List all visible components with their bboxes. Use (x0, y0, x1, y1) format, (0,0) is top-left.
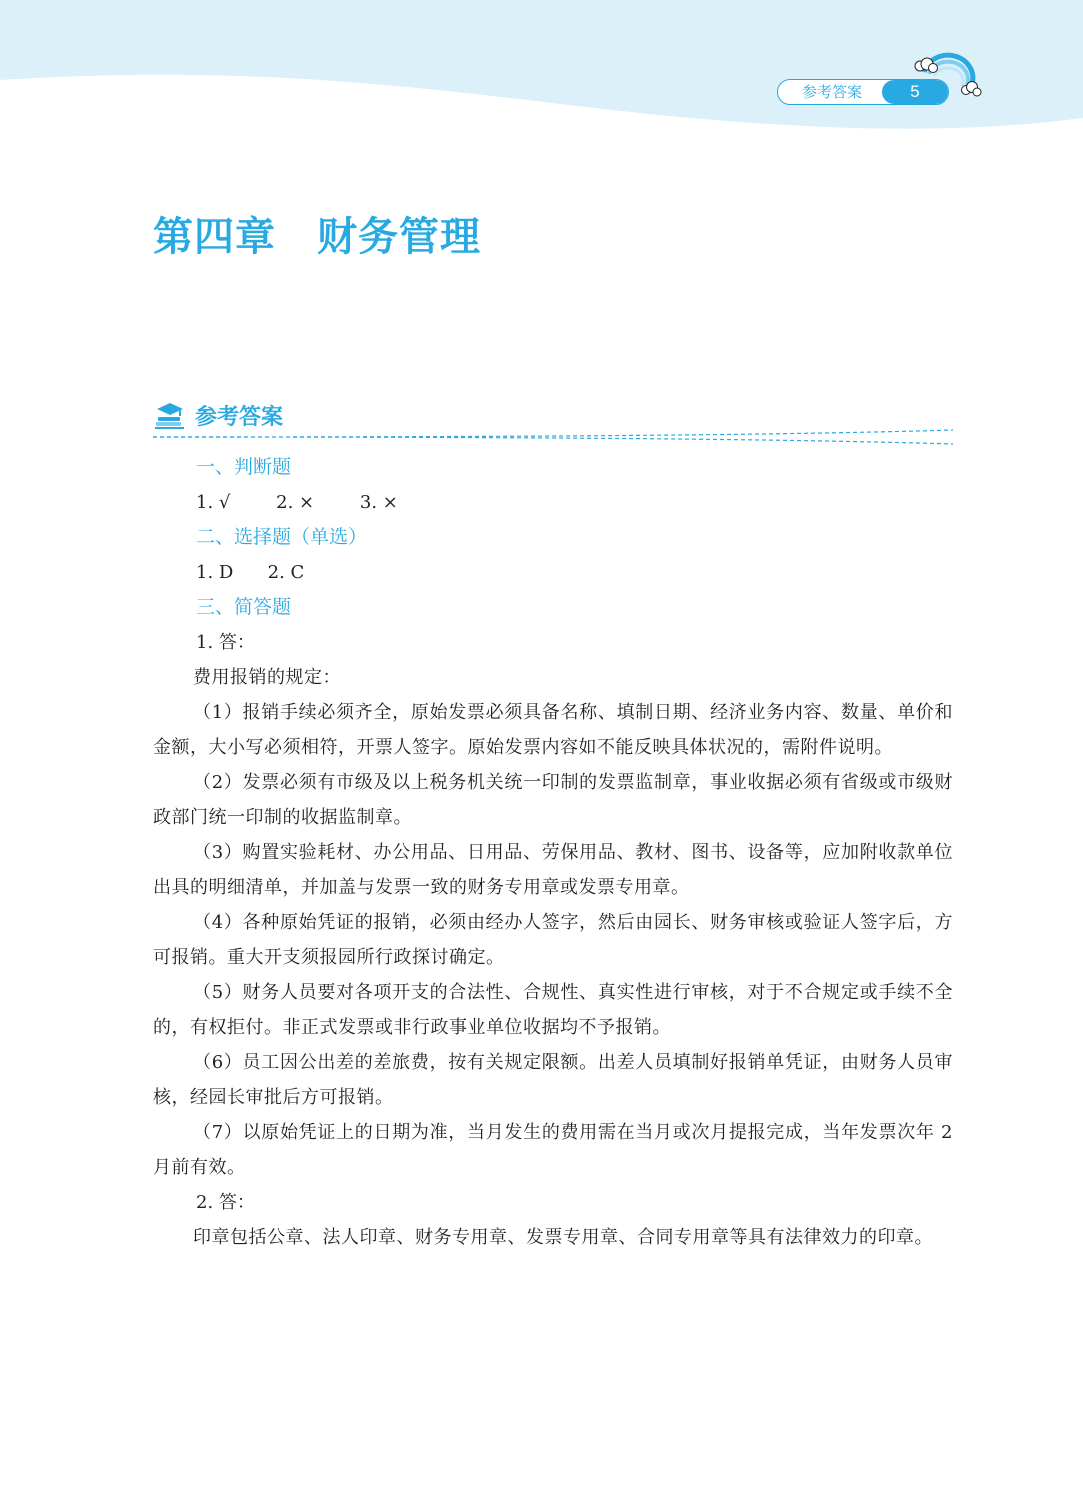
q2-heading: 二、选择题（单选） (196, 526, 368, 548)
q3-answer2-label: 2. 答： (196, 1192, 255, 1213)
rule-item: （5）财务人员要对各项开支的合法性、合规性、真实性进行审核，对于不合规定或手续不全的，有权拒付。非正式发票或非行政事业单位收据均不予报销。 (153, 982, 953, 1038)
section-title: 参考答案 (195, 404, 284, 430)
dashed-divider (153, 428, 953, 446)
rainbow-cloud-icon (910, 44, 982, 104)
q1-heading: 一、判断题 (196, 456, 292, 478)
rule-item: （3）购置实验耗材、办公用品、日用品、劳保用品、教材、图书、设备等，应加附收款单位出具的明细清单，并加盖与发票一致的财务专用章或发票专用章。 (153, 842, 953, 898)
rule-item: （1）报销手续必须齐全，原始发票必须具备名称、填制日期、经济业务内容、数量、单价和金额，大小写必须相符，开票人签字。原始发票内容如不能反映具体状况的，需附件说明。 (153, 702, 953, 758)
answer-content (153, 450, 953, 1255)
q2-answers: 1. D 2. C (196, 562, 305, 583)
q3-heading: 三、简答题 (196, 596, 292, 618)
rule-item: （2）发票必须有市级及以上税务机关统一印制的发票监制章，事业收据必须有省级或市级财政部门统一印制的收据监制章。 (153, 772, 953, 828)
header-tab-label: 参考答案 (801, 83, 862, 101)
rule-item: （6）员工因公出差的差旅费，按有关规定限额。出差人员填制好报销单凭证，由财务人员审核，经园长审批后方可报销。 (153, 1052, 953, 1108)
q3-answer2-text: 印章包括公章、法人印章、财务专用章、发票专用章、合同专用章等具有法律效力的印章。 (193, 1227, 933, 1248)
rule-item: （7）以原始凭证上的日期为准，当月发生的费用需在当月或次月提报完成，当年发票次年 2 月前有效。 (153, 1122, 953, 1178)
rule-item: （4）各种原始凭证的报销，必须由经办人签字，然后由园长、财务审核或验证人签字后，方可报销。重大开支须报园所行政探讨确定。 (153, 912, 953, 968)
page-number: 5 (882, 80, 948, 104)
books-cap-icon (153, 400, 187, 430)
section-heading (153, 398, 283, 432)
chapter-title: 第四章 财务管理 (153, 213, 481, 260)
q1-answers: 1. √ 2. × 3. × (196, 492, 398, 513)
q3-answer1-intro: 费用报销的规定： (193, 667, 341, 688)
q3-answer1-label: 1. 答： (196, 632, 255, 653)
